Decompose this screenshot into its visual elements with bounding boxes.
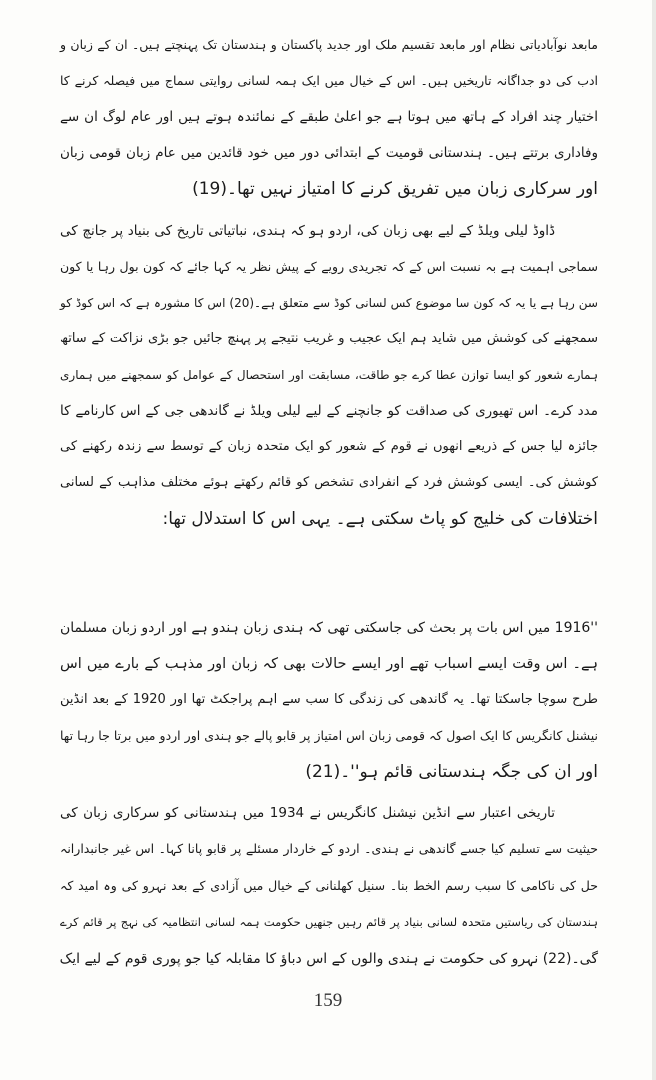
text-line: تاریخی اعتبار سے انڈین نیشنل کانگریس نے 1934 میں ہندستانی کو سرکاری زبان کی (60, 805, 555, 821)
text-line: نیشنل کانگریس کا ایک اصول کہ قومی زبان اس امتیاز پر قابو پالے جو ہندی اور اردو میں برتا جا رہا تھا (60, 728, 598, 743)
text-line: طرح سوچا جاسکتا تھا۔ یہ گاندھی کی زندگی کا سب سے اہم پراجکٹ تھا اور 1920 کے بعد انڈین (60, 692, 599, 707)
text-line: سن رہا ہے یا یہ کہ کون سا موضوع کس لسانی کوڈ سے متعلق ہے۔(20) اس کا مشورہ ہے کہ اس کوڈ کو (60, 296, 598, 310)
text-line: سمجھنے کی کوشش میں شاید ہم ایک عجیب و غریب نتیجے پر پہنچ جائیں جو بڑی نزاکت کے ساتھ (60, 331, 598, 346)
text-line: ادب کی دو جداگانہ تاریخیں ہیں۔ اس کے خیال میں ایک ہمہ لسانی روایتی سماج میں فیصلہ کرنے کا (60, 73, 598, 88)
text-line: وفاداری برتتے ہیں۔ ہندستانی قومیت کے ابتدائی دور میں خود قائدین میں عام زبان قومی زبان (60, 145, 598, 161)
text-line: اختلافات کی خلیج کو پاٹ سکتی ہے۔ یہی اس کا استدلال تھا: (162, 509, 598, 529)
text-line: اور سرکاری زبان میں تفریق کرنے کا امتیاز نہیں تھا۔(19) (192, 179, 598, 199)
page-number: 159 (313, 990, 343, 1011)
text-line: ہمارے شعور کو ایسا توازن عطا کرے جو طاقت، مسابقت اور استحصال کے عوامل کو سمجھنے میں ہماری (60, 368, 598, 382)
text-line: اور ان کی جگہ ہندستانی قائم ہو''۔(21) (305, 762, 598, 782)
text-line: ڈاوڈ لیلی ویلڈ کے لیے بھی زبان کی، اردو ہو کہ ہندی، نباتیاتی تاریخ کی بنیاد پر جانچ کی (60, 223, 555, 239)
text-line: کوشش کی۔ ایسی کوشش فرد کے انفرادی تشخص کو قائم رکھتے ہوئے مختلف مذاہب کے لسانی (60, 475, 598, 490)
text-line: سماجی اہمیت ہے بہ نسبت اس کے کہ تجریدی رویے کے پیش نظر یہ کہا جائے کہ کون بول رہا یا کون (60, 259, 598, 274)
text-line: ہے۔ اس وقت ایسے اسباب تھے اور ایسے حالات بھی کہ زبان اور مذہب کے بارے میں اس (60, 656, 598, 672)
text-line: مدد کرے۔ اس تھیوری کی صداقت کو جانچنے کے لیے لیلی ویلڈ نے گاندھی جی کے اس کارنامے کا (60, 403, 598, 419)
text-line: جائزہ لیا جس کے ذریعے انھوں نے قوم کے شعور کو ایک متحدہ زبان کے توسط سے زندہ رکھنے کی (60, 439, 598, 454)
text-line: مابعد نوآبادیاتی نظام اور مابعد تقسیم ملک اور جدید پاکستان و ہندستان تک پہنچتے ہیں۔ ان کے زبان و (60, 37, 598, 52)
text-line: حیثیت سے تسلیم کیا جسے گاندھی نے ہندی۔ اردو کے خاردار مسئلے پر قابو پانا کہا۔ اس غیر جانبدارانہ (60, 841, 598, 856)
text-line: ہندستان کی ریاستیں متحدہ لسانی بنیاد پر قائم رہیں جنھیں حکومت ہمہ لسانی انتظامیہ کی نہج پر قائم کرے (60, 915, 598, 929)
text-line: اختیار چند افراد کے ہاتھ میں ہوتا ہے جو اعلیٰ طبقے کے نمائندہ ہوتے ہیں اور عام لوگ ان سے (60, 109, 598, 125)
text-line: حل کی ناکامی کا سبب رسم الخط بنا۔ سنیل کھلنانی کے خیال میں آزادی کے بعد نہرو کی وہ امید کہ (60, 878, 598, 893)
page-edge (652, 0, 656, 1080)
text-line: ''1916 میں اس بات پر بحث کی جاسکتی تھی کہ ہندی زبان ہندو ہے اور اردو زبان مسلمان (60, 620, 598, 636)
text-line: گی۔(22) نہرو کی حکومت نے ہندی والوں کے اس دباؤ کا مقابلہ کیا جو پوری قوم کے لیے ایک (59, 951, 598, 967)
